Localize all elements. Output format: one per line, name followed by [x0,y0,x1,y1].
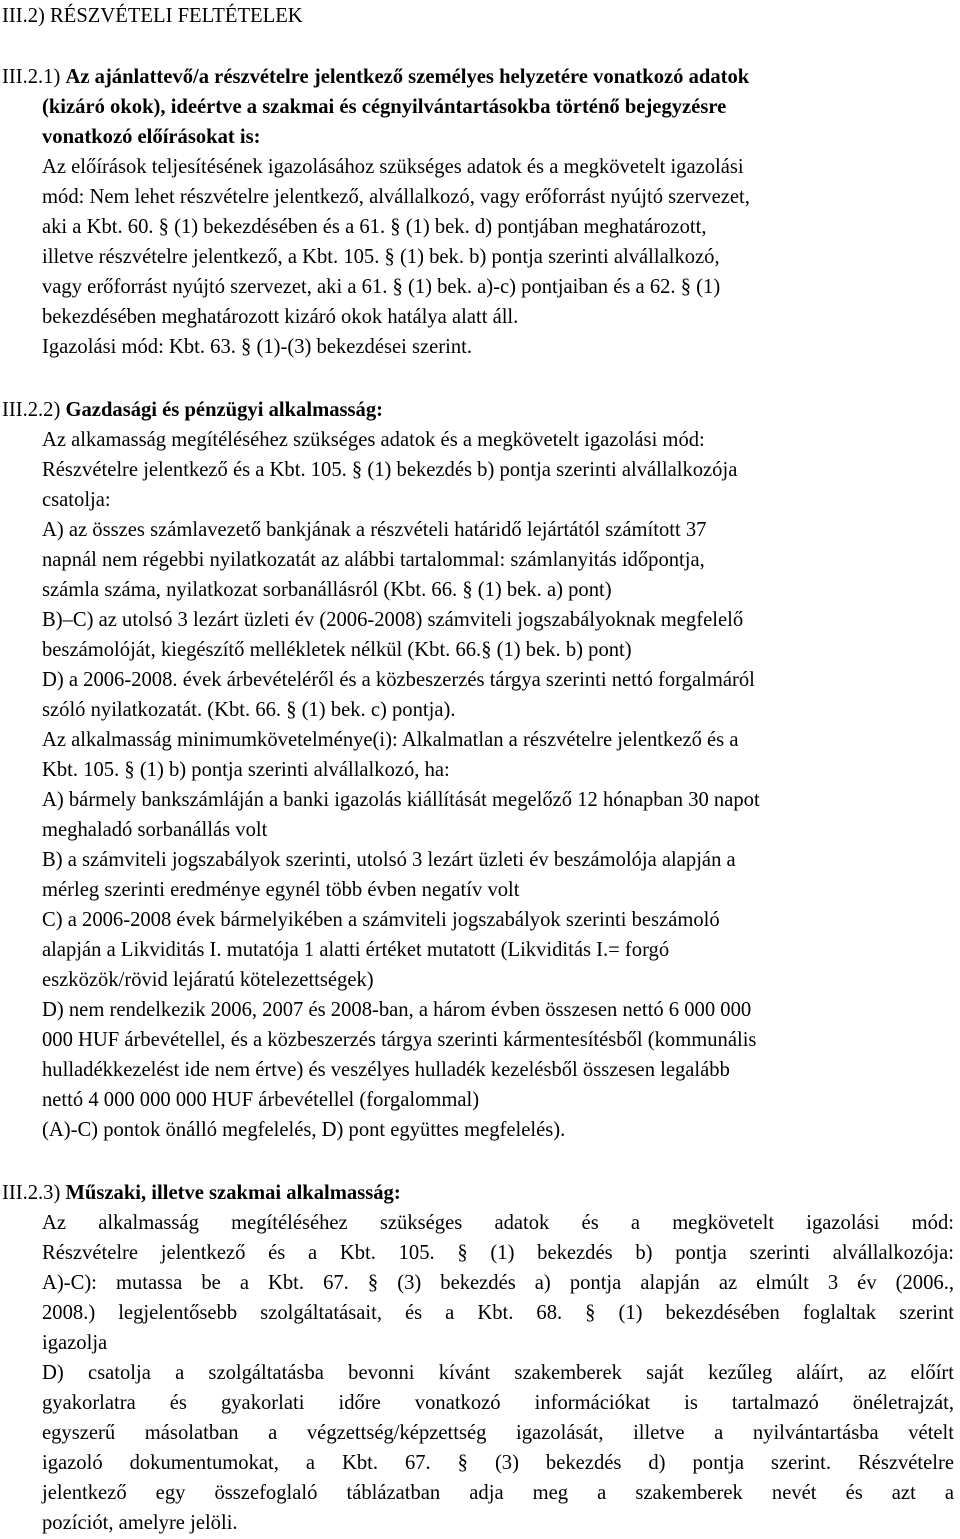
text-line: Részvételre jelentkező és a Kbt. 105. § (1) bekezdés b) pontja szerinti alvállalkozója: [42,1242,954,1264]
text-line: bekezdésében meghatározott kizáró okok hatálya alatt áll. [42,306,519,328]
subsection-number: III.2.2) [2,399,66,421]
text-line: mérleg szerinti eredménye egynél több évben negatív volt [42,879,520,901]
text-line: Igazolási mód: Kbt. 63. § (1)-(3) bekezdései szerint. [42,336,473,358]
text-line: Kbt. 105. § (1) b) pontja szerinti alvállalkozó, ha: [42,759,450,781]
text-line: (A)-C) pontok önálló megfelelés, D) pont együttes megfelelés). [42,1119,566,1141]
text-line: A) bármely bankszámláján a banki igazolás kiállítását megelőző 12 hónapban 30 napot [42,789,760,811]
text-line: B) a számviteli jogszabályok szerinti, utolsó 3 lezárt üzleti év beszámolója alapján a [42,849,736,871]
text-line: A)-C): mutassa be a Kbt. 67. § (3) bekezdés a) pontja alapján az elmúlt 3 év (2006., [42,1272,954,1294]
heading-text: (kizáró okok), ideértve a szakmai és cégnyilvántartásokba történő bejegyzésre [42,96,727,118]
text-line: Részvételre jelentkező és a Kbt. 105. § (1) bekezdés b) pontja szerinti alvállalkozója [42,459,738,481]
subsection-number: III.2.1) [2,66,66,88]
subsection-heading [2,395,914,425]
text-line: meghaladó sorbanállás volt [42,819,268,841]
text-line: Az alkalmasság megítéléséhez szükséges adatok és a megkövetelt igazolási mód: [42,1212,954,1234]
text-line: számla száma, nyilatkozat sorbanállásról (Kbt. 66. § (1) bek. a) pont) [42,579,612,601]
subsection-heading [2,62,914,92]
heading-text: vonatkozó előírásokat is: [42,126,261,148]
text-line: igazolja [42,1332,108,1354]
section-title: III.2) RÉSZVÉTELI FELTÉTELEK [2,5,303,27]
text-line: egyszerű másolatban a végzettség/képzettség igazolását, illetve a nyilvántartásba vételt [42,1422,954,1444]
text-line: D) nem rendelkezik 2006, 2007 és 2008-ban, a három évben összesen nettó 6 000 000 [42,999,752,1021]
text-line: C) a 2006-2008 évek bármelyikében a számviteli jogszabályok szerinti beszámoló [42,909,720,931]
text-line: mód: Nem lehet részvételre jelentkező, alvállalkozó, vagy erőforrást nyújtó szervezet, [42,186,750,208]
text-line: beszámolóját, kiegészítő mellékletek nélkül (Kbt. 66.§ (1) bek. b) pont) [42,639,632,661]
text-line: jelentkező egy összefoglaló táblázatban adja meg a szakemberek nevét és azt a [42,1482,954,1504]
heading-text: Műszaki, illetve szakmai alkalmasság: [65,1182,401,1204]
text-line: szóló nyilatkozatát. (Kbt. 66. § (1) bek. c) pontja). [42,699,456,721]
text-line: pozíciót, amelyre jelöli. [42,1512,238,1534]
heading-text: Gazdasági és pénzügyi alkalmasság: [65,399,383,421]
text-line: gyakorlatra és gyakorlati időre vonatkozó információkat is tartalmazó önéletrajzát, [42,1392,954,1414]
text-line: Az alkalmasság minimumkövetelménye(i): Alkalmatlan a részvételre jelentkező és a [42,729,739,751]
text-line: 2008.) legjelentősebb szolgáltatásait, és a Kbt. 68. § (1) bekezdésében foglaltak szerint [42,1302,954,1324]
heading-line [42,92,954,122]
heading-line [42,122,954,152]
text-line: nettó 4 000 000 000 HUF árbevétellel (forgalommal) [42,1089,480,1111]
text-line: illetve részvételre jelentkező, a Kbt. 105. § (1) bek. b) pontja szerinti alvállalkozó, [42,246,720,268]
subsection-heading [2,1178,914,1208]
text-line: 000 HUF árbevétellel, és a közbeszerzés tárgya szerinti kármentesítésből (kommunális [42,1029,757,1051]
text-line: Az alkamasság megítéléséhez szükséges adatok és a megkövetelt igazolási mód: [42,429,705,451]
text-line: eszközök/rövid lejáratú kötelezettségek) [42,969,374,991]
text-line: igazoló dokumentumokat, a Kbt. 67. § (3) bekezdés d) pontja szerint. Részvételre [42,1452,954,1474]
text-line: Az előírások teljesítésének igazolásához szükséges adatok és a megkövetelt igazolási [42,156,744,178]
text-line: csatolja: [42,489,111,511]
subsection-number: III.2.3) [2,1182,66,1204]
heading-text: Az ajánlattevő/a részvételre jelentkező személyes helyzetére vonatkozó adatok [65,66,750,88]
text-line: vagy erőforrást nyújtó szervezet, aki a 61. § (1) bek. a)-c) pontjaiban és a 62. § (1) [42,276,721,298]
text-line: D) a 2006-2008. évek árbevételéről és a közbeszerzés tárgya szerinti nettó forgalmáról [42,669,755,691]
text-line: D) csatolja a szolgáltatásba bevonni kívánt szakemberek saját kezűleg aláírt, az előírt [42,1362,954,1384]
text-line: hulladékkezelést ide nem értve) és veszélyes hulladék kezelésből összesen legalább [42,1059,730,1081]
text-line: B)–C) az utolsó 3 lezárt üzleti év (2006-2008) számviteli jogszabályoknak megfelelő [42,609,744,631]
text-line: alapján a Likviditás I. mutatója 1 alatti értéket mutatott (Likviditás I.= forgó [42,939,670,961]
text-line: napnál nem régebbi nyilatkozatát az alábbi tartalommal: számlanyitás időpontja, [42,549,705,571]
text-line: A) az összes számlavezető bankjának a részvételi határidő lejártától számított 37 [42,519,707,541]
text-line: aki a Kbt. 60. § (1) bekezdésében és a 61. § (1) bek. d) pontjában meghatározott, [42,216,707,238]
